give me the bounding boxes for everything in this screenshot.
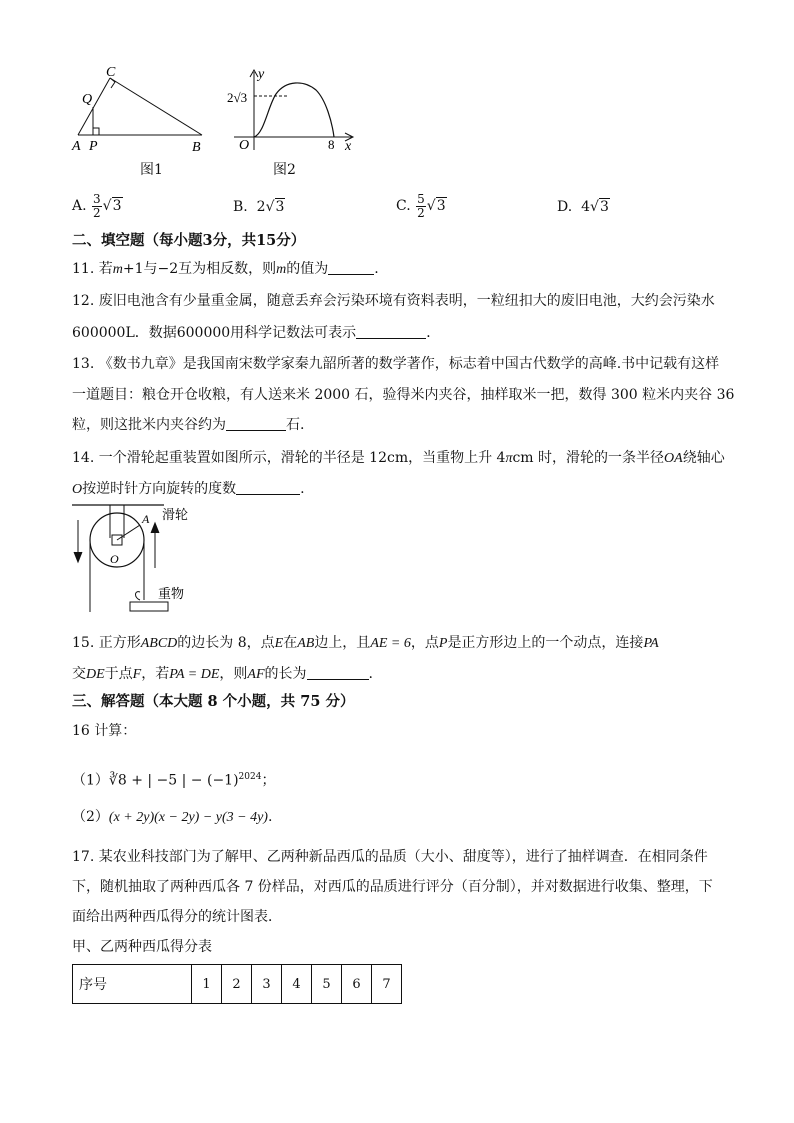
radicand: 3	[436, 198, 446, 214]
radicand: 3	[599, 199, 609, 215]
q13-text: 粒，则这批米内夹谷约为	[72, 417, 226, 433]
figure-2-caption: 图2	[273, 162, 296, 178]
point-P: P	[438, 636, 448, 651]
table-cell: 1	[192, 965, 222, 1004]
point-E: E	[274, 636, 284, 651]
option-b-letter: B.	[233, 199, 248, 215]
option-c-letter: C.	[396, 198, 411, 214]
option-a-fraction	[92, 193, 102, 220]
segment-AB: AB	[297, 636, 315, 651]
q15-text: 是正方形边上的一个动点，连接	[447, 635, 644, 651]
q15-text: ，若	[141, 666, 170, 682]
option-d-letter: D.	[557, 199, 573, 215]
option-c	[396, 190, 447, 222]
axis-label-y: y	[258, 67, 265, 82]
table-cell: 3	[252, 965, 282, 1004]
expression: (x + 2y)(x − 2y) − y(3 − 4y)	[108, 810, 268, 825]
label-2-sqrt3: 2√3	[227, 90, 248, 105]
q15-text: 的长为	[264, 666, 307, 682]
q15-text: 边上，且	[314, 635, 371, 651]
table-row	[73, 965, 402, 1004]
var-m: m	[276, 262, 287, 277]
q11-text: +1与−2互为相反数，则	[122, 261, 277, 277]
option-a	[72, 190, 123, 222]
symbol-pi: π	[505, 451, 513, 466]
q15-text: 在	[283, 635, 298, 651]
q15-text: ，点	[410, 635, 439, 651]
label-P: P	[89, 139, 98, 154]
q15-text: 15. 正方形	[72, 635, 141, 651]
q15-text: 交	[72, 666, 86, 682]
table-cell: 4	[282, 965, 312, 1004]
table-cell: 7	[372, 965, 402, 1004]
answer-blank[interactable]	[226, 416, 286, 431]
label-Q: Q	[82, 92, 93, 107]
question-17-line-2: 下，随机抽取了两种西瓜各 7 份样品，对西瓜的品质进行评分（百分制），并对数据进行收集、整理，下	[72, 879, 713, 895]
question-17-line-3: 面给出两种西瓜得分的统计图表．	[72, 909, 282, 925]
q11-end: .	[374, 261, 379, 277]
answer-blank[interactable]	[307, 665, 369, 680]
q13-text: 石.	[286, 417, 305, 433]
question-13-line-1: 13. 《数书九章》是我国南宋数学家秦九韶所著的数学著作，标志着中国古代数学的高峰.书中记载有这样	[72, 356, 720, 372]
figure-2-graph	[222, 66, 362, 156]
q15-text: ，则	[219, 666, 248, 682]
question-15-line-2	[72, 665, 373, 684]
equation-AE: AE = 6	[370, 636, 411, 651]
expression: ∛8 + | −5 | − (−1)	[108, 772, 239, 789]
table-cell: 6	[342, 965, 372, 1004]
answer-blank[interactable]	[328, 260, 374, 275]
option-c-sqrt: √3	[426, 198, 446, 214]
q14-text: 绕轴心	[682, 450, 725, 466]
answer-blank[interactable]	[236, 480, 300, 495]
origin-label: O	[239, 138, 250, 153]
q14-text: cm 时，滑轮的一条半径	[512, 450, 665, 466]
score-table	[72, 964, 402, 1004]
option-d	[557, 198, 610, 216]
numerator: 5	[417, 191, 425, 206]
question-14-line-1	[72, 449, 725, 468]
q12-end: ．	[426, 325, 441, 341]
point-O: O	[72, 482, 83, 497]
exponent: 2024	[238, 772, 262, 782]
question-12-line-2	[72, 324, 440, 342]
q11-text: 的值为	[286, 261, 329, 277]
part-end: ；	[261, 772, 276, 789]
option-c-fraction	[416, 193, 426, 220]
question-14-line-2	[72, 480, 305, 499]
point-F: F	[132, 667, 142, 682]
axis-label-x: x	[345, 139, 352, 154]
radicand: 3	[275, 199, 285, 215]
part-label: （1）	[72, 772, 109, 789]
q15-end: .	[368, 666, 373, 682]
option-b	[233, 198, 285, 216]
segment-PA: PA	[643, 636, 659, 651]
table-cell: 2	[222, 965, 252, 1004]
figure-1-caption: 图1	[140, 162, 163, 178]
denominator: 2	[93, 205, 101, 220]
q14-end: .	[300, 481, 305, 497]
denominator: 2	[417, 205, 425, 220]
q14-text: 按逆时针方向旋转的度数	[82, 481, 237, 497]
question-15-line-1	[72, 634, 659, 653]
q15-text: 于点	[104, 666, 133, 682]
part-label: （2）	[72, 809, 109, 825]
section-2-title: 二、填空题（每小题3分，共15分）	[72, 232, 306, 249]
question-11	[72, 260, 379, 279]
part-end: .	[267, 809, 273, 825]
segment-OA: OA	[664, 451, 683, 466]
q11-text: 11. 若	[72, 261, 113, 277]
section-3-title: 三、解答题（本大题 8 个小题，共 75 分）	[72, 693, 355, 710]
label-A: A	[72, 139, 81, 154]
question-16-title: 16 计算：	[72, 723, 137, 739]
var-m: m	[112, 262, 123, 277]
radicand: 3	[112, 198, 122, 214]
numerator: 3	[93, 191, 101, 206]
question-16-part-1	[72, 768, 275, 790]
point-A-label: A	[142, 512, 150, 526]
weight-label: 重物	[158, 586, 185, 601]
question-17-line-1: 17. 某农业科技部门为了解甲、乙两种新品西瓜的品质（大小、甜度等），进行了抽样调查．在相同条件	[72, 849, 708, 865]
question-13-line-2: 一道题目：粮仓开仓收粮，有人送来米 2000 石，验得米内夹谷，抽样取米一把，数得 300 粒米内夹谷 36	[72, 387, 735, 403]
table-title: 甲、乙两种西瓜得分表	[72, 939, 212, 955]
option-a-letter: A.	[72, 198, 87, 214]
pulley-label: 滑轮	[162, 507, 189, 522]
option-b-sqrt: √3	[265, 199, 285, 215]
option-b-coef: 2	[256, 199, 266, 215]
square-ABCD: ABCD	[140, 636, 178, 651]
figure-1-triangle	[68, 62, 214, 158]
option-d-sqrt: √3	[590, 199, 609, 215]
segment-AF: AF	[247, 667, 265, 682]
option-d-coef: 4	[581, 199, 591, 215]
label-B: B	[192, 140, 201, 155]
table-header-cell: 序号	[73, 965, 192, 1004]
question-16-part-2	[72, 808, 272, 827]
q12-text: 600000L．数据600000用科学记数法可表示	[72, 325, 357, 341]
label-C: C	[106, 65, 116, 80]
q14-text: 14. 一个滑轮起重装置如图所示，滑轮的半径是 12cm，当重物上升 4	[72, 450, 506, 466]
point-O-label: O	[110, 552, 119, 566]
q15-text: 的边长为 8，点	[177, 635, 275, 651]
pulley-figure	[68, 500, 198, 620]
option-a-sqrt: √3	[102, 198, 122, 214]
tick-label-8: 8	[328, 137, 335, 152]
equation-PA-DE: PA = DE	[169, 667, 220, 682]
question-12-line-1: 12. 废旧电池含有少量重金属，随意丢弃会污染环境有资料表明，一粒纽扣大的废旧电池，大约会污染水	[72, 293, 715, 309]
table-cell: 5	[312, 965, 342, 1004]
segment-DE: DE	[86, 667, 105, 682]
answer-blank[interactable]	[356, 324, 426, 339]
question-13-line-3	[72, 416, 304, 434]
